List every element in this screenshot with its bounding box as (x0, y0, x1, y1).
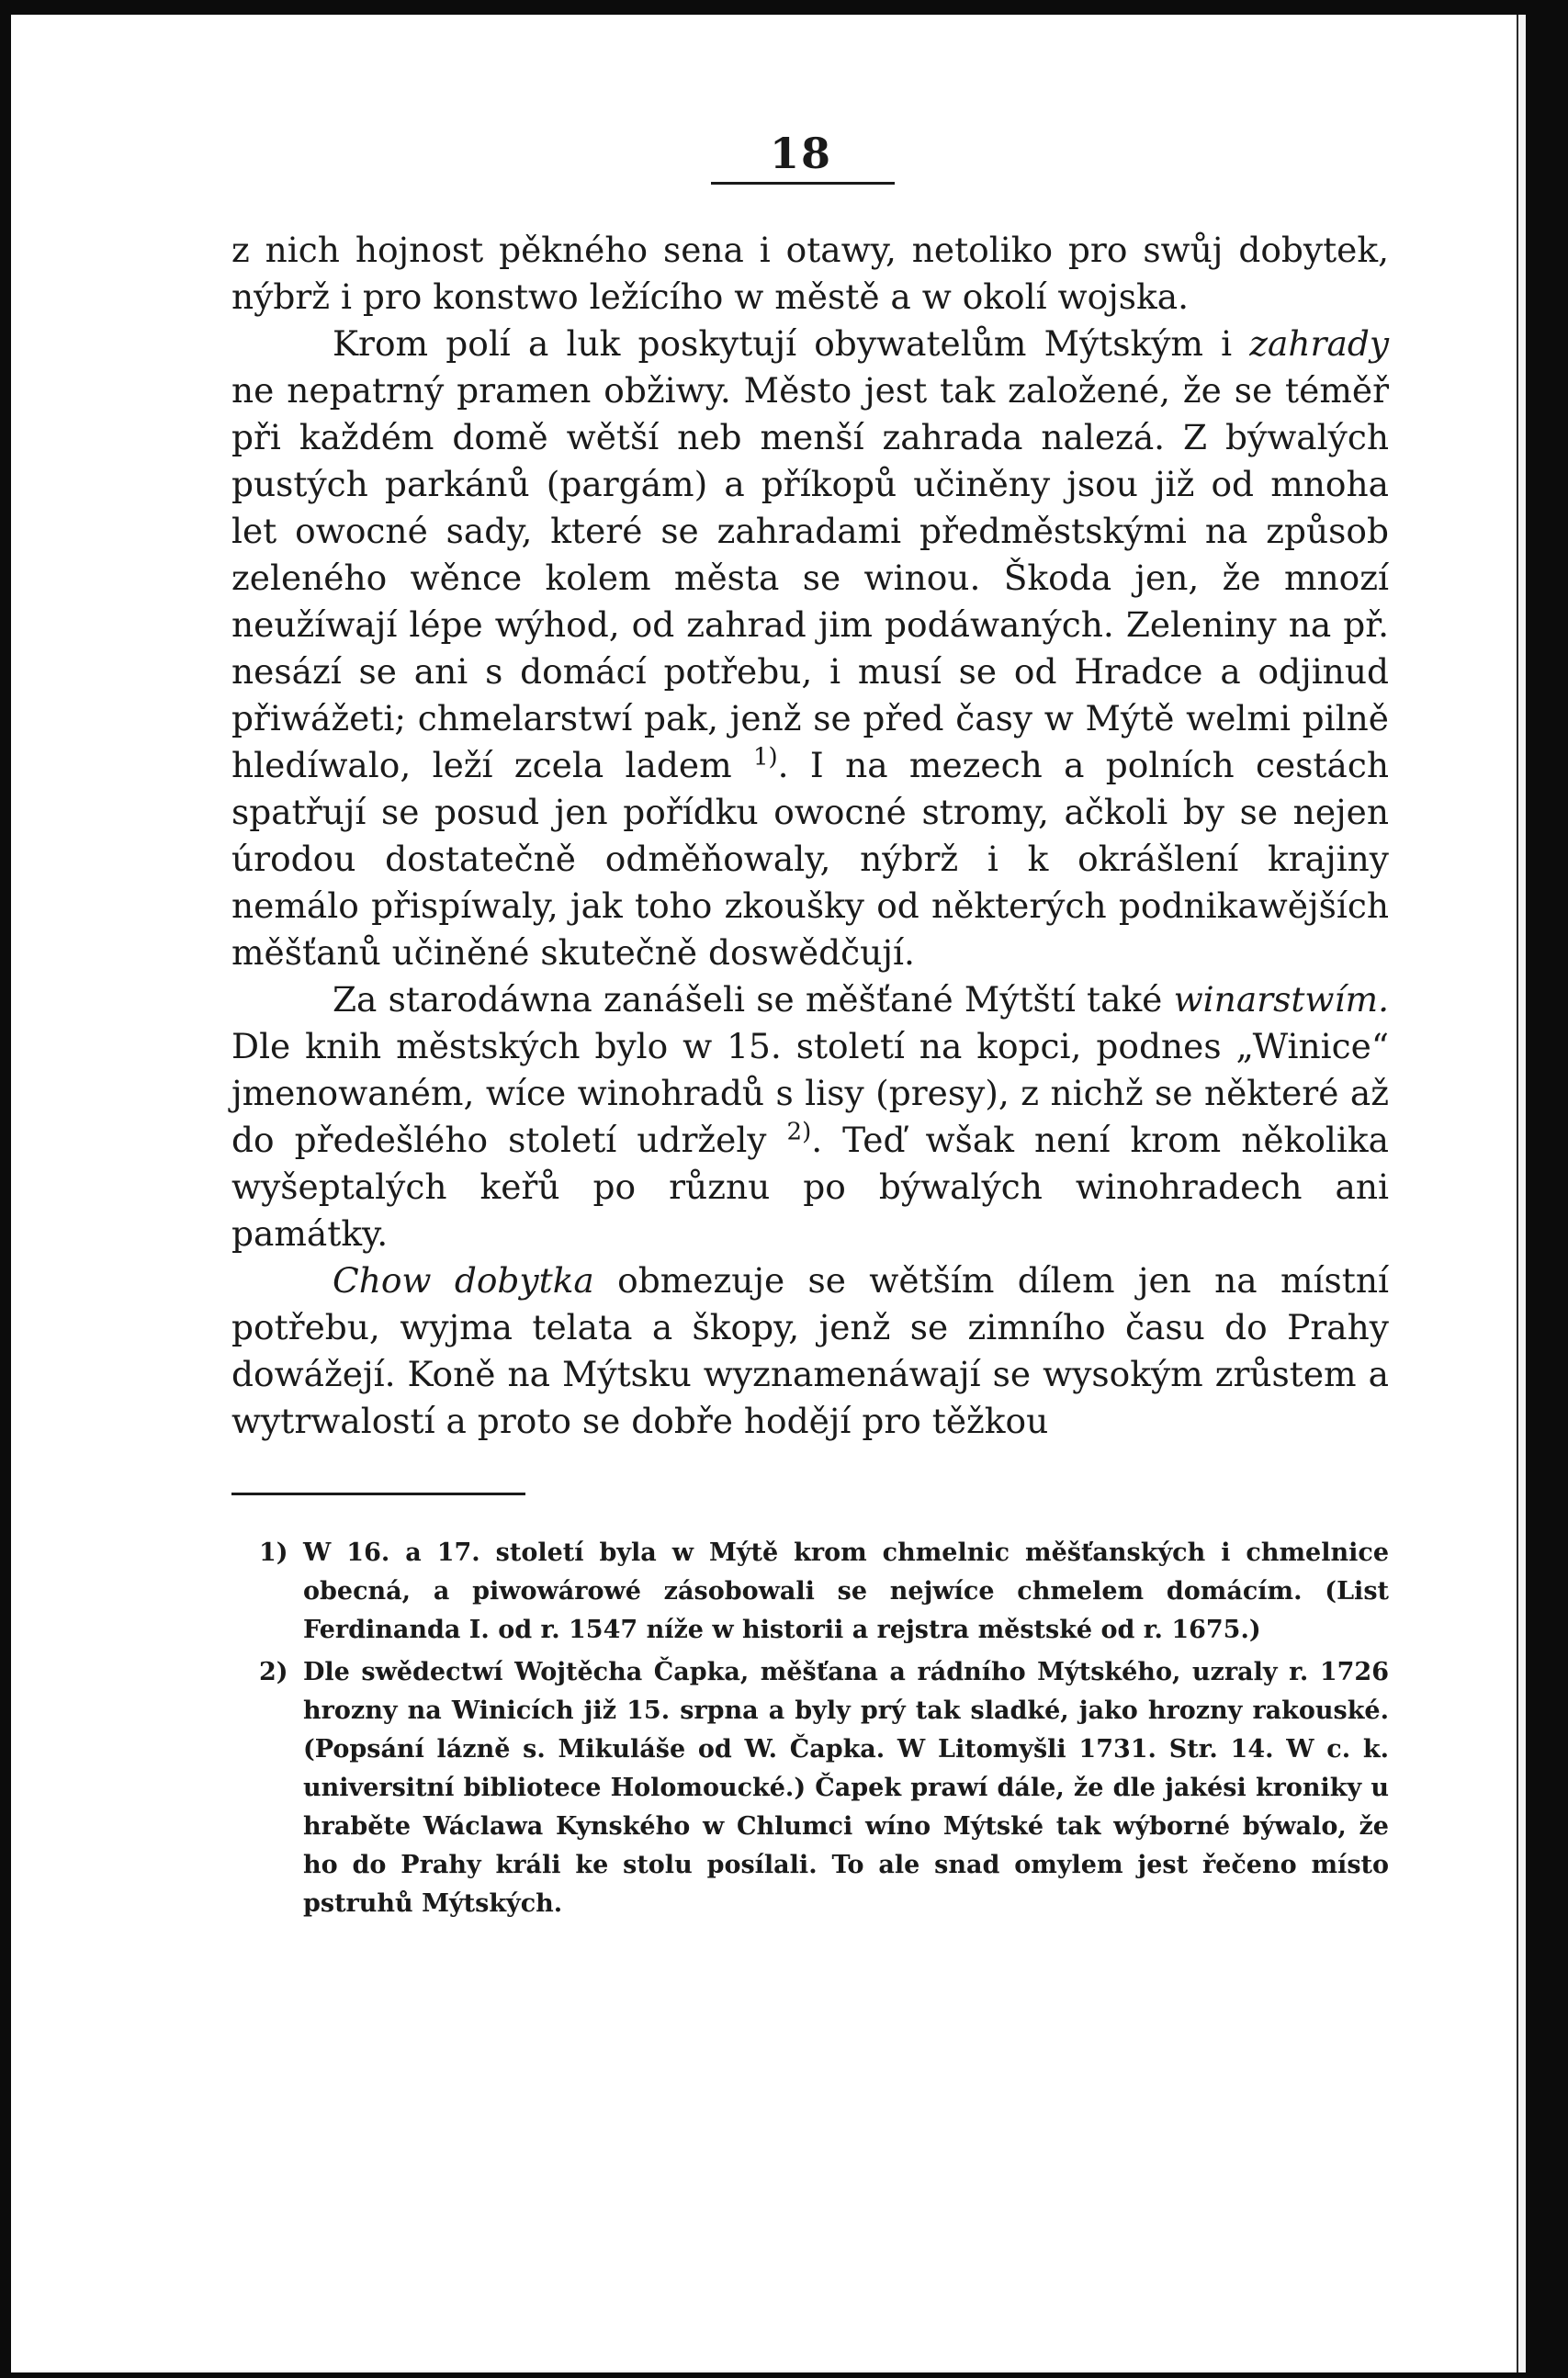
scan-border-bottom (0, 2372, 1568, 2378)
footnote-2-text: Dle swědectwí Wojtěcha Čapka, měšťana a rádního Mýtského, uzraly r. 1726 hrozny na Winicích již 15. srpna a byly prý tak sladké, jako hrozny rakouské. (Popsání lázně s. Mikuláše od W. Čapka. W Litomyšli 1731. Str. 14. W c. k. universitní bibliotece Holomoucké.) Čapek prawí dále, že dle jakési kroniky u hraběte Wáclawa Kynského w Chlumci wíno Mýtské tak wýborné býwalo, že ho do Prahy králi ke stolu posílali. To ale snad omylem jest řečeno místo pstruhů Mýtských. (303, 1658, 1389, 1918)
page-number: 18 (769, 129, 832, 178)
paragraph-3-tail: . Teď wšak není krom několika wyšeptalých keřů po různu po býwalých winohradech ani památky. (231, 1120, 1389, 1254)
scan-border-top (0, 0, 1568, 15)
emphasis-chow-dobytka: Chow dobytka (333, 1260, 594, 1301)
paragraph-4-body: obmezuje se wětším dílem jen na místní potřebu, wyjma telata a škopy, jenž se zimního času do Prahy dowážejí. Koně na Mýtsku wyznamenáwají se wysokým zrůstem a wytrwalostí a proto se dobře hodějí pro těžkou (231, 1260, 1389, 1441)
body-text (231, 227, 1389, 1445)
paragraph-2-lead: Krom polí a luk poskytují obywatelům Mýtským i (333, 323, 1233, 364)
scan-border-right (1526, 0, 1568, 2378)
footnote-separator (231, 1493, 525, 1495)
emphasis-zahrady: zahrady (1249, 323, 1390, 364)
paragraph-2 (231, 321, 1389, 976)
paragraph-3-lead: Za starodáwna zanášeli se měšťané Mýtští také (333, 979, 1163, 1020)
scan-edge-line (1517, 15, 1518, 2378)
paragraph-3 (231, 976, 1389, 1257)
footnote-1-text: W 16. a 17. století byla w Mýtě krom chmelnic měšťanských i chmelnice obecná, a piwowárowé zásobowali se nejwíce chmelem domácím. (List Ferdinanda I. od r. 1547 níže w historii a rejstra městské od r. 1675.) (303, 1538, 1389, 1644)
footnote-2 (231, 1653, 1389, 1923)
emphasis-winarstwim: winarstwím. (1173, 979, 1389, 1020)
footnote-1-marker: 1) (259, 1538, 288, 1567)
footnote-ref-2: 2) (786, 1118, 812, 1146)
footnote-ref-1: 1) (752, 743, 778, 772)
footnote-2-marker: 2) (259, 1658, 288, 1686)
paragraph-1: z nich hojnost pěkného sena i otawy, netoliko pro swůj dobytek, nýbrž i pro konstwo ležícího w městě a w okolí wojska. (231, 230, 1389, 317)
paragraph-4 (231, 1257, 1389, 1445)
paragraph-3-body: Dle knih městských bylo w 15. století na kopci, podnes „Winice“ jmenowaném, wíce winohradů s lisy (presy), z nichž se některé až do předešlého století udržely (231, 1026, 1389, 1160)
footnote-1 (231, 1534, 1389, 1650)
footnotes (231, 1534, 1389, 1923)
scan-border-left (0, 0, 11, 2378)
page-number-rule (711, 182, 895, 185)
scan-margin-strip (1518, 15, 1526, 2378)
paragraph-2-tail: . I na mezech a polních cestách spatřují se posud jen pořídku owocné stromy, ačkoli by se nejen úrodou dostatečně odměňowaly, nýbrž i k okrášlení krajiny nemálo přispíwaly, jak toho zkoušky od některých podnikawějších měšťanů učiněné skutečně doswědčují. (231, 745, 1390, 973)
page-content (231, 129, 1389, 1927)
paragraph-2-body: ne nepatrný pramen obžiwy. Město jest tak založené, že se téměř při každém domě wětší neb menší zahrada nalezá. Z býwalých pustých parkánů (pargám) a příkopů učiněny jsou již od mnoha let owocné sady, které se zahradami předměstskými na způsob zeleného wěnce kolem města se winou. Škoda jen, že mnozí neužíwají lépe wýhod, od zahrad jim podáwaných. Zeleniny na př. nesází se ani s domácí potřebu, i musí se od Hradce a odjinud přiwážeti; chmelarstwí pak, jenž se před časy w Mýtě welmi pilně hledíwalo, leží zcela ladem (231, 370, 1389, 785)
